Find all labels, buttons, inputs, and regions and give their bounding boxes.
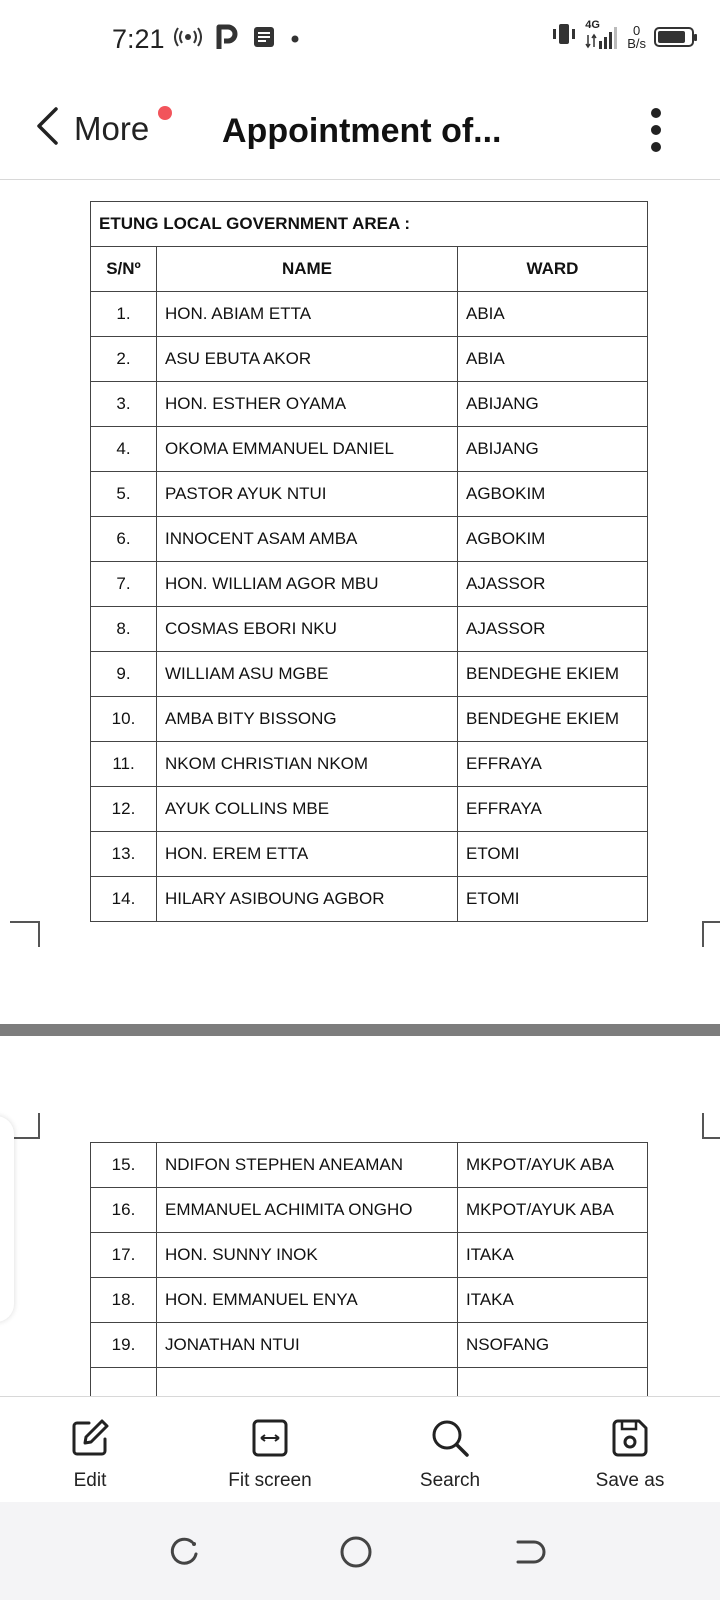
row-ward: EFFRAYA	[458, 742, 648, 787]
hotspot-icon	[174, 27, 202, 52]
row-serial-number: 17.	[91, 1233, 157, 1278]
row-serial-number: 13.	[91, 832, 157, 877]
row-serial-number: 6.	[91, 517, 157, 562]
search-icon	[429, 1417, 471, 1464]
crop-mark	[702, 921, 720, 947]
row-serial-number	[91, 1368, 157, 1397]
document-title: Appointment of...	[222, 112, 502, 150]
row-serial-number: 5.	[91, 472, 157, 517]
notification-dot	[158, 106, 172, 120]
network-type: 4G	[585, 18, 600, 31]
vibrate-icon	[551, 22, 577, 51]
row-name: HON. EMMANUEL ENYA	[157, 1278, 458, 1323]
column-header-sn: S/Nº	[91, 247, 157, 292]
search-button[interactable]	[360, 1397, 540, 1502]
row-serial-number: 12.	[91, 787, 157, 832]
home-button[interactable]	[336, 1532, 376, 1572]
row-name: HON. ESTHER OYAMA	[157, 382, 458, 427]
net-speed	[627, 24, 646, 50]
row-ward: ETOMI	[458, 832, 648, 877]
row-serial-number: 14.	[91, 877, 157, 922]
system-nav-bar	[0, 1502, 720, 1600]
app-header	[0, 80, 720, 180]
row-ward: ABIJANG	[458, 382, 648, 427]
table-row	[91, 1278, 648, 1323]
recent-apps-button[interactable]	[164, 1532, 204, 1572]
crop-mark	[702, 1113, 720, 1139]
battery-fill	[658, 31, 685, 43]
net-speed-unit: B/s	[627, 35, 646, 51]
row-serial-number: 10.	[91, 697, 157, 742]
row-ward: AGBOKIM	[458, 517, 648, 562]
dot-icon	[290, 31, 300, 49]
row-serial-number: 4.	[91, 427, 157, 472]
more-dot-icon	[651, 142, 661, 152]
status-bar	[0, 0, 720, 80]
back-nav-button[interactable]	[508, 1532, 548, 1572]
save-icon	[609, 1417, 651, 1464]
row-name: NKOM CHRISTIAN NKOM	[157, 742, 458, 787]
row-ward: BENDEGHE EKIEM	[458, 652, 648, 697]
row-serial-number: 3.	[91, 382, 157, 427]
more-dot-icon	[651, 125, 661, 135]
row-ward: AGBOKIM	[458, 472, 648, 517]
table-row	[91, 427, 648, 472]
table-row	[91, 607, 648, 652]
status-time: 7:21	[112, 24, 165, 54]
row-name: HON. SUNNY INOK	[157, 1233, 458, 1278]
chevron-left-icon	[34, 106, 60, 151]
table-row	[91, 517, 648, 562]
message-icon	[252, 25, 276, 54]
row-name: HILARY ASIBOUNG AGBOR	[157, 877, 458, 922]
back-button[interactable]	[34, 106, 149, 151]
table-row	[91, 562, 648, 607]
scroll-handle[interactable]	[0, 1116, 14, 1322]
row-name: ASU EBUTA AKOR	[157, 337, 458, 382]
row-ward: MKPOT/AYUK ABA	[458, 1188, 648, 1233]
row-name: EMMANUEL ACHIMITA ONGHO	[157, 1188, 458, 1233]
row-ward: BENDEGHE EKIEM	[458, 697, 648, 742]
row-name: COSMAS EBORI NKU	[157, 607, 458, 652]
edit-label: Edit	[73, 1470, 107, 1491]
row-serial-number: 9.	[91, 652, 157, 697]
table-row	[91, 1188, 648, 1233]
table-row	[91, 877, 648, 922]
table-row	[91, 1233, 648, 1278]
table-row	[91, 292, 648, 337]
back-label: More	[74, 109, 150, 147]
search-label: Search	[419, 1470, 481, 1491]
row-ward: NSOFANG	[458, 1323, 648, 1368]
row-name: AYUK COLLINS MBE	[157, 787, 458, 832]
column-header-name: NAME	[157, 247, 458, 292]
row-name: OKOMA EMMANUEL DANIEL	[157, 427, 458, 472]
row-serial-number: 1.	[91, 292, 157, 337]
fit-screen-label: Fit screen	[228, 1470, 312, 1491]
status-icons-right	[551, 18, 694, 51]
recent-apps-icon	[164, 1559, 204, 1576]
save-as-button[interactable]	[540, 1397, 720, 1502]
row-name: WILLIAM ASU MGBE	[157, 652, 458, 697]
edit-icon	[69, 1417, 111, 1464]
row-name: HON. EREM ETTA	[157, 832, 458, 877]
row-name: HON. WILLIAM AGOR MBU	[157, 562, 458, 607]
bottom-toolbar	[0, 1396, 720, 1502]
row-serial-number: 18.	[91, 1278, 157, 1323]
row-ward: ITAKA	[458, 1278, 648, 1323]
table-row	[91, 382, 648, 427]
row-serial-number: 8.	[91, 607, 157, 652]
more-options-button[interactable]	[644, 108, 668, 152]
edit-button[interactable]	[0, 1397, 180, 1502]
table-header-row	[91, 247, 648, 292]
crop-mark	[10, 921, 40, 947]
table-row	[91, 652, 648, 697]
table-row	[91, 787, 648, 832]
row-name: INNOCENT ASAM AMBA	[157, 517, 458, 562]
row-serial-number: 16.	[91, 1188, 157, 1233]
battery-icon	[654, 27, 694, 47]
row-name: NDIFON STEPHEN ANEAMAN	[157, 1143, 458, 1188]
row-ward: ETOMI	[458, 877, 648, 922]
fit-screen-icon	[249, 1417, 291, 1464]
row-name: HON. ABIAM ETTA	[157, 292, 458, 337]
row-name: PASTOR AYUK NTUI	[157, 472, 458, 517]
signal-4g-icon	[585, 18, 619, 51]
table-row	[91, 697, 648, 742]
row-ward: ABIA	[458, 292, 648, 337]
parking-app-icon	[216, 24, 238, 55]
table-row	[91, 472, 648, 517]
row-serial-number: 2.	[91, 337, 157, 382]
row-ward: ABIJANG	[458, 427, 648, 472]
row-ward: MKPOT/AYUK ABA	[458, 1143, 648, 1188]
row-ward: ITAKA	[458, 1233, 648, 1278]
table-row	[91, 337, 648, 382]
row-name: AMBA BITY BISSONG	[157, 697, 458, 742]
home-icon	[336, 1559, 376, 1576]
row-serial-number: 7.	[91, 562, 157, 607]
page-separator	[0, 1024, 720, 1036]
row-name	[157, 1368, 458, 1397]
row-name: JONATHAN NTUI	[157, 1323, 458, 1368]
row-ward: AJASSOR	[458, 562, 648, 607]
row-ward: EFFRAYA	[458, 787, 648, 832]
table-row	[91, 1368, 648, 1397]
appointment-table-page-2	[90, 1142, 648, 1396]
more-dot-icon	[651, 108, 661, 118]
column-header-ward: WARD	[458, 247, 648, 292]
crop-mark	[10, 1113, 40, 1139]
appointment-table-page-1	[90, 201, 648, 922]
fit-screen-button[interactable]	[180, 1397, 360, 1502]
table-caption: ETUNG LOCAL GOVERNMENT AREA :	[91, 202, 648, 247]
row-serial-number: 11.	[91, 742, 157, 787]
document-viewport[interactable]	[0, 181, 720, 1396]
table-row	[91, 832, 648, 877]
back-nav-icon	[508, 1559, 548, 1576]
table-row	[91, 1143, 648, 1188]
save-as-label: Save as	[595, 1470, 665, 1491]
table-row	[91, 742, 648, 787]
row-ward: ABIA	[458, 337, 648, 382]
table-caption-row	[91, 202, 648, 247]
table-row	[91, 1323, 648, 1368]
net-speed-value: 0	[632, 22, 641, 38]
row-ward: AJASSOR	[458, 607, 648, 652]
row-ward	[458, 1368, 648, 1397]
row-serial-number: 19.	[91, 1323, 157, 1368]
row-serial-number: 15.	[91, 1143, 157, 1188]
status-icons-left	[174, 24, 300, 55]
